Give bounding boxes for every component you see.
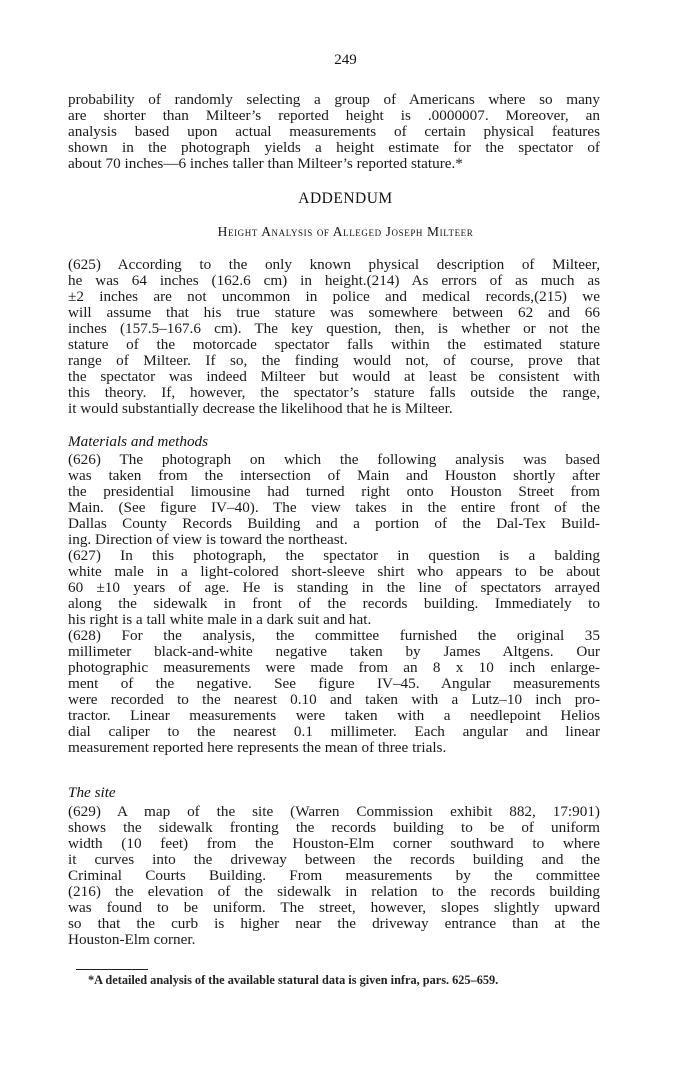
text-line: analysis based upon actual measurements of certain physical features: [68, 123, 600, 140]
text-line: dial caliper to the nearest 0.1 millimeter. Each angular and linear: [68, 723, 600, 740]
text-line: photographic measurements were made from an 8 x 10 inch enlarge-: [68, 659, 600, 676]
text-line: measurement reported here represents the mean of three trials.: [68, 739, 447, 756]
text-line: it would substantially decrease the likelihood that he is Milteer.: [68, 400, 453, 417]
text-line: millimeter black-and-white negative taken by James Altgens. Our: [68, 643, 600, 660]
text-line: were recorded to the nearest 0.10 and taken with a Lutz–10 inch pro-: [68, 691, 600, 708]
text-line: so that the curb is higher near the driveway entrance than at the: [68, 915, 600, 932]
text-line: shown in the photograph yields a height estimate for the spectator of: [68, 139, 600, 156]
text-line: ±2 inches are not uncommon in police and medical records,(215) we: [68, 288, 600, 305]
text-line: he was 64 inches (162.6 cm) in height.(214) As errors of as much as: [68, 272, 600, 289]
text-line: 60 ±10 years of age. He is standing in the line of spectators arrayed: [68, 579, 600, 596]
text-line: width (10 feet) from the Houston-Elm corner southward to where: [68, 835, 600, 852]
text-line: probability of randomly selecting a group of Americans where so many: [68, 91, 600, 108]
text-line: Houston-Elm corner.: [68, 931, 196, 948]
text-line: this theory. If, however, the spectator’s stature falls outside the range,: [68, 384, 600, 401]
text-line: ing. Direction of view is toward the northeast.: [68, 531, 348, 548]
page-number: 249: [334, 52, 357, 68]
text-line: stature of the motorcade spectator falls within the estimated stature: [68, 336, 600, 353]
text-line: shows the sidewalk fronting the records building to be of uniform: [68, 819, 600, 836]
text-line: (216) the elevation of the sidewalk in relation to the records building: [68, 883, 600, 900]
text-line: white male in a light-colored short-sleeve shirt who appears to be about: [68, 563, 600, 580]
intro-paragraph: [68, 92, 600, 172]
text-line: (628) For the analysis, the committee furnished the original 35: [68, 627, 600, 644]
text-line: will assume that his true stature was somewhere between 62 and 66: [68, 304, 600, 321]
addendum-subtitle: Height Analysis of Alleged Joseph Milteer: [217, 224, 474, 239]
text-line: (629) A map of the site (Warren Commission exhibit 882, 17:901): [68, 803, 600, 820]
paragraph-627: [68, 548, 600, 628]
text-line: Main. (See figure IV–40). The view takes in the entire front of the: [68, 499, 600, 516]
text-line: ment of the negative. See figure IV–45. Angular measurements: [68, 675, 600, 692]
section-heading-site: The site: [68, 784, 116, 801]
text-line: (626) The photograph on which the following analysis was based: [68, 451, 600, 468]
text-line: was found to be uniform. The street, however, slopes slightly upward: [68, 899, 600, 916]
text-line: range of Milteer. If so, the finding would not, of course, prove that: [68, 352, 600, 369]
text-line: was taken from the intersection of Main and Houston shortly after: [68, 467, 600, 484]
section-heading-materials: Materials and methods: [68, 433, 209, 450]
text-line: Dallas County Records Building and a portion of the Dal-Tex Build-: [68, 515, 600, 532]
paragraph-625: [68, 257, 600, 417]
paragraph-629: [68, 804, 600, 948]
text-line: about 70 inches—6 inches taller than Milteer’s reported stature.*: [68, 155, 463, 172]
text-line: along the sidewalk in front of the records building. Immediately to: [68, 595, 600, 612]
text-line: (625) According to the only known physical description of Milteer,: [68, 256, 600, 273]
paragraph-628: [68, 628, 600, 756]
addendum-title: ADDENDUM: [298, 190, 393, 207]
text-line: it curves into the driveway between the records building and the: [68, 851, 600, 868]
text-line: (627) In this photograph, the spectator in question is a balding: [68, 547, 600, 564]
text-line: the presidential limousine had turned right onto Houston Street from: [68, 483, 600, 500]
paragraph-626: [68, 452, 600, 548]
text-line: tractor. Linear measurements were taken with a needlepoint Helios: [68, 707, 600, 724]
text-line: Criminal Courts Building. From measurements by the committee: [68, 867, 600, 884]
footnote-rule: [76, 969, 148, 970]
text-line: are shorter than Milteer’s reported height is .0000007. Moreover, an: [68, 107, 600, 124]
text-line: his right is a tall white male in a dark suit and hat.: [68, 611, 372, 628]
text-line: inches (157.5–167.6 cm). The key question, then, is whether or not the: [68, 320, 600, 337]
footnote: *A detailed analysis of the available statural data is given infra, pars. 625–659.: [88, 973, 499, 987]
text-line: the spectator was indeed Milteer but would at least be consistent with: [68, 368, 600, 385]
